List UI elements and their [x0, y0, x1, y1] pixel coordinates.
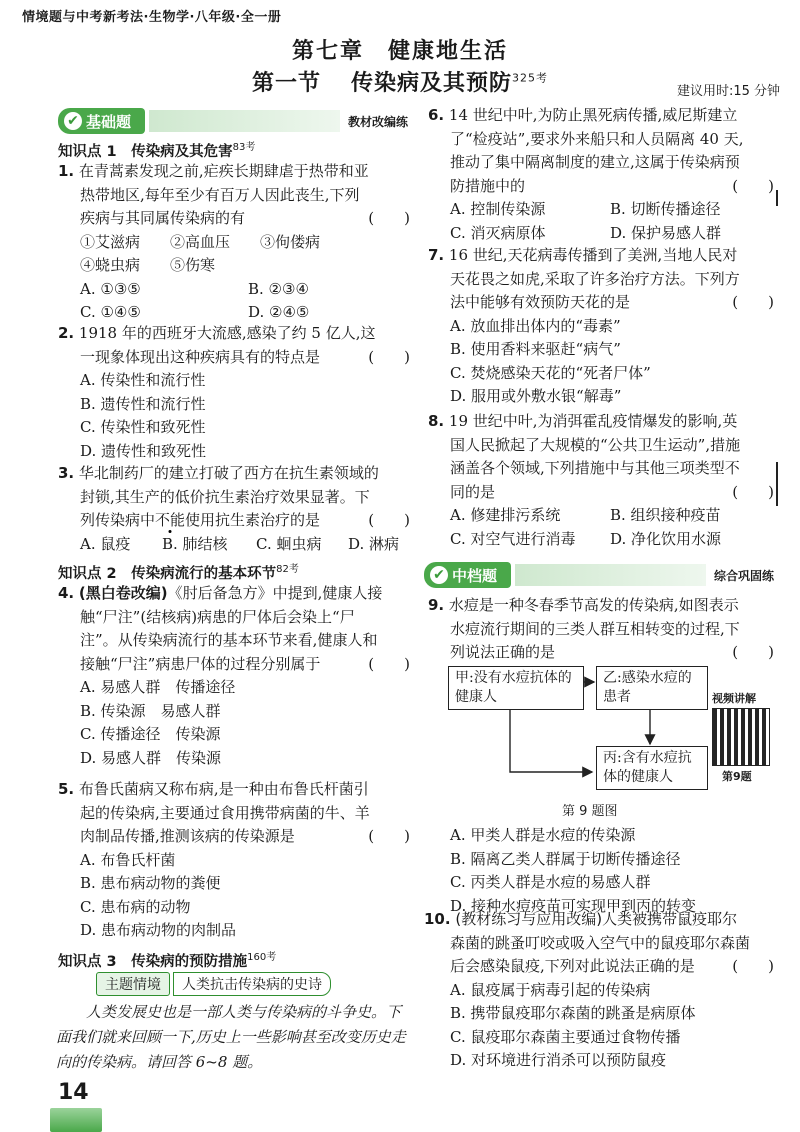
q8-line1: 19 世纪中叶,为消弭霍乱疫情爆发的影响,英	[448, 412, 738, 430]
margin-mark	[776, 462, 778, 506]
q6-line4: 防措施中的	[450, 176, 526, 195]
q3-emphasis-not: 不能	[155, 511, 186, 529]
q7-line2: 天花畏之如虎,采取了许多治疗方法。下列方	[450, 269, 740, 288]
question-9-options	[428, 824, 774, 918]
qr-code-icon[interactable]	[712, 708, 770, 766]
q10-line2: 森菌的跳蚤叮咬或吸入空气中的鼠疫耶尔森菌	[450, 933, 751, 952]
question-6	[428, 104, 774, 245]
q4-source: (黑白卷改编)	[78, 584, 168, 602]
q1-option-a: A. ①③⑤	[80, 279, 141, 298]
section-name: 传染病及其预防	[351, 71, 513, 96]
q4-paren: ( )	[368, 654, 410, 673]
q2-number: 2.	[58, 324, 75, 342]
q8-number: 8.	[428, 412, 445, 430]
kp2-count: 82考	[276, 564, 299, 575]
q2-paren: ( )	[368, 347, 410, 366]
basic-tail: 教材改编练	[340, 113, 408, 130]
q8-paren: ( )	[732, 482, 774, 501]
question-4	[58, 582, 410, 770]
q9-option-a: A. 甲类人群是水痘的传染源	[450, 826, 636, 844]
q8-line3: 涵盖各个领域,下列措施中与其他三项类型不	[450, 459, 740, 477]
q1-line3: 疾病与其同属传染病的有	[80, 209, 246, 227]
q6-number: 6.	[428, 106, 445, 124]
question-7	[428, 244, 774, 409]
q9-number: 9.	[428, 596, 445, 614]
q10-option-d: D. 对环境进行消杀可以预防鼠疫	[450, 1051, 667, 1069]
q2-line2: 一现象体现出这种疾病具有的特点是	[80, 347, 321, 366]
diagram-box-yi: 乙:感染水痘的患者	[596, 666, 708, 710]
q3-option-d: D. 淋病	[348, 534, 400, 553]
q9-option-b: B. 隔离乙类人群属于切断传播途径	[450, 849, 681, 868]
question-9	[428, 594, 774, 665]
kp2-text: 知识点 2 传染病流行的基本环节	[58, 565, 277, 582]
q8-line4: 同的是	[450, 482, 496, 501]
qr-caption: 第9题	[722, 770, 752, 783]
banner-stripe	[515, 564, 706, 586]
q10-option-c: C. 鼠疫耶尔森菌主要通过食物传播	[450, 1027, 681, 1046]
diagram-box-jia: 甲:没有水痘抗体的健康人	[448, 666, 584, 710]
banner-stripe	[149, 110, 340, 132]
q2-option-c: C. 传染性和致死性	[80, 418, 206, 436]
q1-option-d: D. ②④⑤	[248, 303, 310, 321]
check-icon: ✔	[430, 566, 448, 584]
question-1	[58, 160, 410, 325]
question-8	[428, 410, 774, 551]
q7-option-c: C. 焚烧感染天花的“死者尸体”	[450, 363, 651, 382]
q9-option-c: C. 丙类人群是水痘的易感人群	[450, 873, 651, 891]
q5-line2: 起的传染病,主要通过食用携带病菌的牛、羊	[80, 803, 370, 822]
q1-items-row1: ①艾滋病 ②高血压 ③佝偻病	[80, 232, 321, 251]
knowledge-point-2	[58, 560, 299, 583]
figure-caption: 第 9 题图	[562, 804, 618, 819]
knowledge-point-1	[58, 138, 255, 161]
q1-line1: 在青蒿素发现之前,疟疾长期肆虐于热带和亚	[78, 162, 369, 180]
q3-line3a: 列传染病中	[80, 511, 156, 529]
kp3-text: 知识点 3 传染病的预防措施	[58, 953, 248, 970]
kp1-text: 知识点 1 传染病及其危害	[58, 143, 233, 160]
q3-line2: 封锁,其生产的低价抗生素治疗效果显著。下	[80, 487, 370, 506]
q7-line1: 16 世纪,天花病毒传播到了美洲,当地人民对	[448, 246, 738, 264]
book-header: 情境题与中考新考法·生物学·八年级·全一册	[22, 10, 282, 25]
q5-number: 5.	[58, 780, 75, 798]
q7-paren: ( )	[732, 293, 774, 311]
q5-paren: ( )	[368, 827, 410, 845]
q5-line3: 肉制品传播,推测该病的传染源是	[80, 827, 295, 845]
q10-paren: ( )	[732, 957, 774, 975]
q1-option-b: B. ②③④	[248, 279, 309, 298]
q5-option-a: A. 布鲁氏杆菌	[80, 850, 176, 869]
q8-option-c: C. 对空气进行消毒	[450, 529, 576, 548]
q8-option-d: D. 净化饮用水源	[610, 529, 722, 548]
q4-line1: 《肘后备急方》中提到,健康人接	[167, 584, 383, 602]
q6-option-d: D. 保护易感人群	[610, 223, 722, 242]
q6-option-b: B. 切断传播途径	[610, 200, 721, 218]
q3-option-a: A. 鼠疫	[80, 534, 131, 553]
topic-label: 主题情境	[96, 972, 170, 996]
question-2	[58, 322, 410, 463]
topic-context-tag	[96, 972, 331, 996]
q8-line2: 国人民掀起了大规模的“公共卫生运动”,措施	[450, 435, 741, 454]
q2-line1: 1918 年的西班牙大流感,感染了约 5 亿人,这	[78, 324, 376, 342]
q1-option-c: C. ①④⑤	[80, 303, 141, 321]
q9-line2: 水痘流行期间的三类人群互相转变的过程,下	[450, 619, 740, 638]
q4-option-a: A. 易感人群 传播途径	[80, 678, 236, 696]
chapter-title: 第七章 健康地生活	[291, 39, 508, 64]
q2-option-a: A. 传染性和流行性	[80, 371, 206, 389]
q8-option-b: B. 组织接种疫苗	[610, 506, 721, 524]
q10-source: (教材练习与应用改编)	[455, 910, 603, 928]
q4-option-b: B. 传染源 易感人群	[80, 701, 221, 720]
q4-option-c: C. 传播途径 传染源	[80, 725, 221, 743]
question-5	[58, 778, 410, 943]
q4-option-d: D. 易感人群 传染源	[80, 748, 222, 767]
check-icon: ✔	[64, 112, 82, 130]
topic-intro: 人类发展史也是一部人类与传染病的斗争史。下面我们就来回顾一下,历史上一些影响甚至改变历史走向的传染病。请回答 6~8 题。	[56, 1003, 406, 1071]
basic-label: 基础题	[86, 112, 132, 131]
q9-paren: ( )	[732, 643, 774, 661]
q7-number: 7.	[428, 246, 445, 264]
q5-line1: 布鲁氏菌病又称布病,是一种由布鲁氏杆菌引	[78, 780, 369, 798]
knowledge-point-3	[58, 948, 276, 971]
question-10	[424, 908, 774, 1073]
q9-line3: 列说法正确的是	[450, 643, 556, 661]
q7-option-a: A. 放血排出体内的“毒素”	[450, 316, 621, 335]
mid-tag	[424, 562, 511, 588]
suggested-time: 建议用时:15 分钟	[676, 84, 780, 99]
q2-option-b: B. 遗传性和流行性	[80, 394, 206, 413]
q10-option-a: A. 鼠疫属于病毒引起的传染病	[450, 980, 651, 999]
q5-option-d: D. 患布病动物的肉制品	[80, 921, 237, 939]
q1-line2: 热带地区,每年至少有百万人因此丧生,下列	[80, 185, 360, 204]
question-3	[58, 462, 410, 556]
q10-option-b: B. 携带鼠疫耶尔森菌的跳蚤是病原体	[450, 1004, 696, 1022]
topic-title: 人类抗击传染病的史诗	[173, 972, 331, 996]
q3-option-b: B. 肺结核	[162, 534, 228, 553]
section-exam-count: 325考	[512, 71, 549, 85]
kp3-count: 160考	[247, 952, 277, 963]
q7-option-b: B. 使用香料来驱赶“病气”	[450, 340, 621, 358]
q4-line3: 注”。从传染病流行的基本环节来看,健康人和	[80, 631, 378, 649]
margin-mark	[776, 190, 778, 206]
page-number: 14	[58, 1080, 89, 1105]
q3-line1: 华北制药厂的建立打破了西方在抗生素领域的	[78, 464, 379, 482]
basic-tag	[58, 108, 145, 134]
q10-line1: 人类被携带鼠疫耶尔	[602, 910, 738, 928]
q1-number: 1.	[58, 162, 75, 180]
q10-line3: 后会感染鼠疫,下列对此说法正确的是	[450, 957, 695, 975]
page-corner-bar	[50, 1108, 102, 1132]
q3-paren: ( )	[368, 511, 410, 529]
q10-number: 10.	[424, 910, 451, 928]
basic-banner	[58, 108, 408, 134]
q3-number: 3.	[58, 464, 75, 482]
q6-line1: 14 世纪中叶,为防止黑死病传播,威尼斯建立	[448, 106, 738, 124]
q1-items-row2: ④蛲虫病 ⑤伤寒	[80, 256, 216, 274]
q3-option-c: C. 蛔虫病	[256, 534, 322, 553]
mid-label: 中档题	[452, 566, 498, 585]
section-number: 第一节	[251, 71, 321, 96]
mid-tail: 综合巩固练	[706, 567, 774, 584]
q4-number: 4.	[58, 584, 75, 602]
q3-line3c: 使用抗生素治疗的是	[185, 511, 321, 529]
q2-option-d: D. 遗传性和致死性	[80, 441, 207, 460]
q6-line2: 了“检疫站”,要求外来船只和人员隔离 40 天,	[450, 129, 744, 148]
q1-paren: ( )	[368, 209, 410, 227]
video-label: 视频讲解	[712, 692, 756, 705]
q4-line2: 触“尸注”(结核病)病患的尸体后会染上“尸	[80, 607, 355, 626]
q5-option-c: C. 患布病的动物	[80, 897, 191, 916]
mid-banner	[424, 562, 774, 588]
q8-option-a: A. 修建排污系统	[450, 506, 561, 524]
q7-line3: 法中能够有效预防天花的是	[450, 293, 631, 311]
q9-option-d: D. 接种水痘疫苗可实现甲到丙的转变	[450, 896, 697, 915]
q6-option-c: C. 消灭病原体	[450, 223, 546, 242]
q9-line1: 水痘是一种冬春季节高发的传染病,如图表示	[448, 596, 739, 614]
q4-line4: 接触“尸注”病患尸体的过程分别属于	[80, 654, 321, 673]
q6-paren: ( )	[732, 176, 774, 195]
q6-line3: 推动了集中隔离制度的建立,这属于传染病预	[450, 153, 740, 171]
q6-option-a: A. 控制传染源	[450, 200, 546, 218]
diagram-box-bing: 丙:含有水痘抗体的健康人	[596, 746, 708, 790]
q5-option-b: B. 患布病动物的粪便	[80, 874, 221, 892]
q7-option-d: D. 服用或外敷水银“解毒”	[450, 387, 622, 405]
kp1-count: 83考	[232, 142, 256, 153]
